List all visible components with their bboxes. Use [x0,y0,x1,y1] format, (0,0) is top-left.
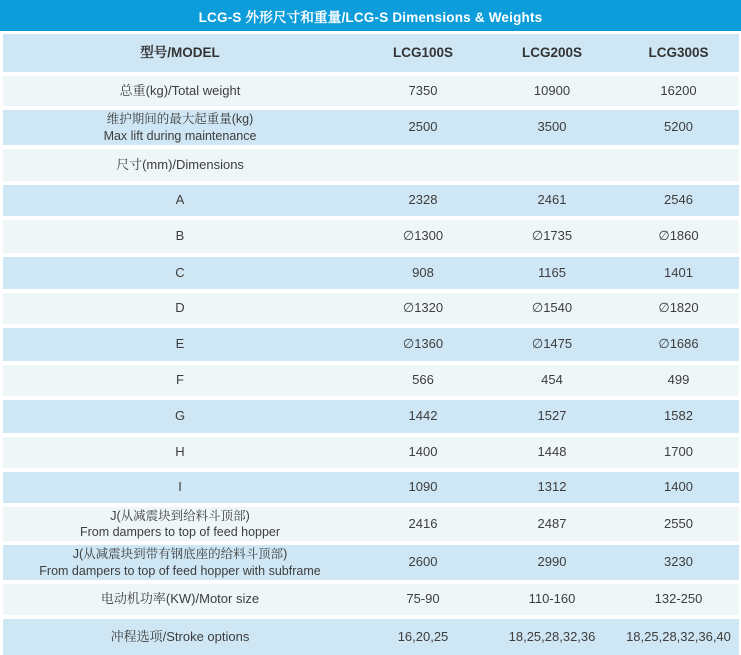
row-value: ∅1860 [658,228,699,244]
row-value: ∅1320 [402,300,444,316]
row-value: 1400 [408,444,438,460]
header-col-lcg300s: LCG300S [648,44,709,60]
table-row-total-weight [3,76,739,106]
row-value: 2461 [537,192,567,208]
row-label: 尺寸(mm)/Dimensions [116,156,244,172]
row-value: 1090 [408,479,438,495]
table-row-stroke-options [3,619,739,655]
row-label: 总重(kg)/Total weight [119,82,241,98]
header-col-lcg200s: LCG200S [521,44,583,60]
row-value: 908 [412,264,434,280]
row-value: 566 [412,372,434,388]
row-value: 1312 [537,479,567,495]
table-header-row [3,34,739,72]
row-value: 16,20,25 [397,628,449,644]
row-value: 499 [667,372,690,388]
row-value: 3500 [537,119,567,135]
row-value [360,149,486,181]
row-label: 电动机功率(KW)/Motor size [100,591,260,607]
row-label-en: From dampers to top of feed hopper [79,525,281,539]
row-value: 1400 [664,479,693,495]
row-value: 2546 [664,192,693,208]
row-value: 5200 [664,119,693,135]
row-value: 1582 [664,408,693,424]
row-value: ∅1300 [402,228,444,244]
table-row-dim-c [3,257,739,289]
row-label-cn: J(从减震块到带有钢底座的给料斗顶部) [72,547,288,562]
row-label-cn: J(从减震块到给料斗顶部) [110,508,250,523]
row-value: 1700 [664,444,693,460]
table-row-max-lift [3,110,739,145]
row-value [618,149,739,181]
row-value: ∅1475 [531,336,573,352]
table-row-dim-e [3,328,739,361]
row-value: 2600 [408,554,438,570]
row-value: 1401 [664,264,693,280]
row-value: 2550 [664,515,693,531]
row-value: 7350 [408,82,438,98]
table-row-dim-d [3,293,739,324]
row-label-en: Max lift during maintenance [103,128,257,143]
table-row-dim-j-hopper [3,507,739,541]
row-label: D [175,300,185,316]
row-label [3,507,357,541]
table-title-banner [0,0,741,31]
table-row-dim-f [3,365,739,396]
row-value: 18,25,28,32,36,40 [626,628,731,644]
row-label: 冲程选项/Stroke options [110,628,250,644]
row-value: 2416 [408,515,438,531]
dimensions-weights-table [0,31,741,655]
row-label: C [175,264,185,280]
row-value: ∅1360 [402,336,444,352]
row-value: 1448 [537,444,567,460]
row-value: 3230 [664,554,693,570]
row-value: 110-160 [528,591,576,607]
table-row-dim-h [3,437,739,468]
row-value: 2990 [537,554,567,570]
table-row-dim-g [3,400,739,433]
table-row-dim-j-subframe [3,545,739,580]
row-value: 1442 [408,408,438,424]
row-value: 2500 [408,119,438,135]
row-label: H [175,444,185,460]
row-label-cn: 维护期间的最大起重量(kg) [106,112,254,127]
row-value: ∅1686 [658,336,699,352]
row-value: 1527 [537,408,567,424]
row-label [3,545,357,580]
row-label-en: From dampers to top of feed hopper with subframe [39,563,321,578]
row-value [489,149,615,181]
row-label: G [174,408,186,424]
row-value: 2328 [408,192,438,208]
header-col-lcg100s: LCG100S [392,44,454,60]
row-value: ∅1820 [658,300,699,316]
table-row-dim-a [3,185,739,216]
table-row-dim-i [3,472,739,503]
row-value: 2487 [537,515,567,531]
table-row-dim-b [3,220,739,253]
row-value: 132-250 [654,591,703,607]
header-model-label: 型号/MODEL [140,44,220,60]
row-label [3,110,357,145]
row-value: ∅1540 [531,300,573,316]
row-value: 75-90 [406,591,440,607]
table-title: LCG-S 外形尺寸和重量/LCG-S Dimensions & Weights [198,9,543,25]
row-label: E [175,336,185,352]
row-label: B [175,228,185,244]
row-value: 16200 [660,82,697,98]
row-value: 10900 [533,82,571,98]
row-value: 18,25,28,32,36 [508,628,596,644]
row-label: I [178,479,182,495]
row-value: 454 [541,372,563,388]
row-label: A [175,192,185,208]
table-row-motor-size [3,584,739,615]
row-value: ∅1735 [531,228,573,244]
row-label: F [176,372,184,388]
table-row-dimensions-section [3,149,739,181]
row-value: 1165 [538,264,566,280]
